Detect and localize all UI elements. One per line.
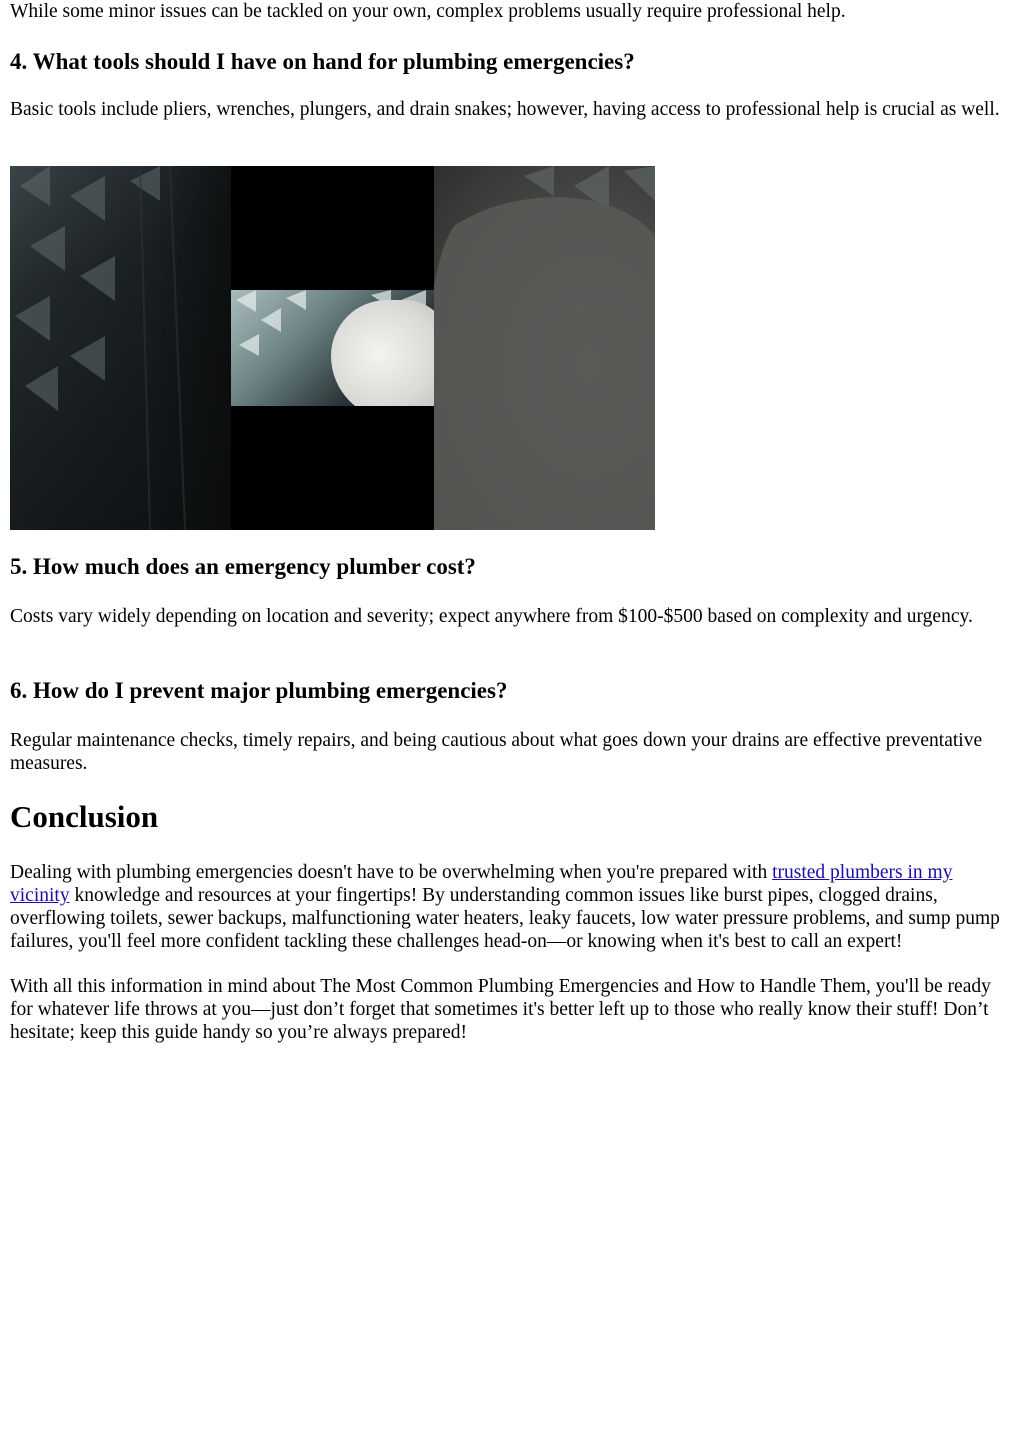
video-thumbnail <box>231 290 434 406</box>
faq-answer-5: Costs vary widely depending on location and severity; expect anywhere from $100-$500 based on complexity and urgency. <box>10 606 973 627</box>
tile-pattern-left <box>10 166 231 530</box>
trusted-plumbers-link[interactable]: trusted plumbers in my vicinity <box>10 862 953 906</box>
conclusion-text-after-link: knowledge and resources at your fingertips! By understanding common issues like burst pipes, clogged drains, overflowing toilets, sewer backups, malfunctioning water heaters, leaky faucets, low water pressure problems, and sump pump failures, you'll feel more confident tackling these challenges head-on—or knowing when it's best to call an expert! <box>10 885 1000 952</box>
video-blurred-left-panel <box>10 166 231 530</box>
article-video-frame[interactable] <box>10 166 655 530</box>
faq-question-5: 5. How much does an emergency plumber cost? <box>10 554 476 579</box>
faq-answer-4: Basic tools include pliers, wrenches, plungers, and drain snakes; however, having access to professional help is crucial as well. <box>10 99 1000 120</box>
video-blurred-right-panel <box>434 166 655 530</box>
conclusion-paragraph-1 <box>10 861 1014 953</box>
thumbnail-cloth-shape <box>331 300 434 406</box>
faq-question-6: 6. How do I prevent major plumbing emergencies? <box>10 678 508 703</box>
conclusion-text-before-link: Dealing with plumbing emergencies doesn't have to be overwhelming when you're prepared with <box>10 862 773 883</box>
faq-question-4: 4. What tools should I have on hand for plumbing emergencies? <box>10 49 635 74</box>
conclusion-paragraph-2: With all this information in mind about The Most Common Plumbing Emergencies and How to Handle Them, you'll be ready for whatever life throws at you—just don’t forget that sometimes it's better left up to those who really know their stuff! Don’t hesitate; keep this guide handy so you’re always prepared! <box>10 976 991 1043</box>
intro-paragraph: While some minor issues can be tackled on your own, complex problems usually require professional help. <box>10 1 846 22</box>
tile-pattern-right <box>434 166 655 530</box>
faq-answer-6: Regular maintenance checks, timely repairs, and being cautious about what goes down your drains are effective preventative measures. <box>10 730 983 774</box>
conclusion-heading: Conclusion <box>10 799 159 834</box>
